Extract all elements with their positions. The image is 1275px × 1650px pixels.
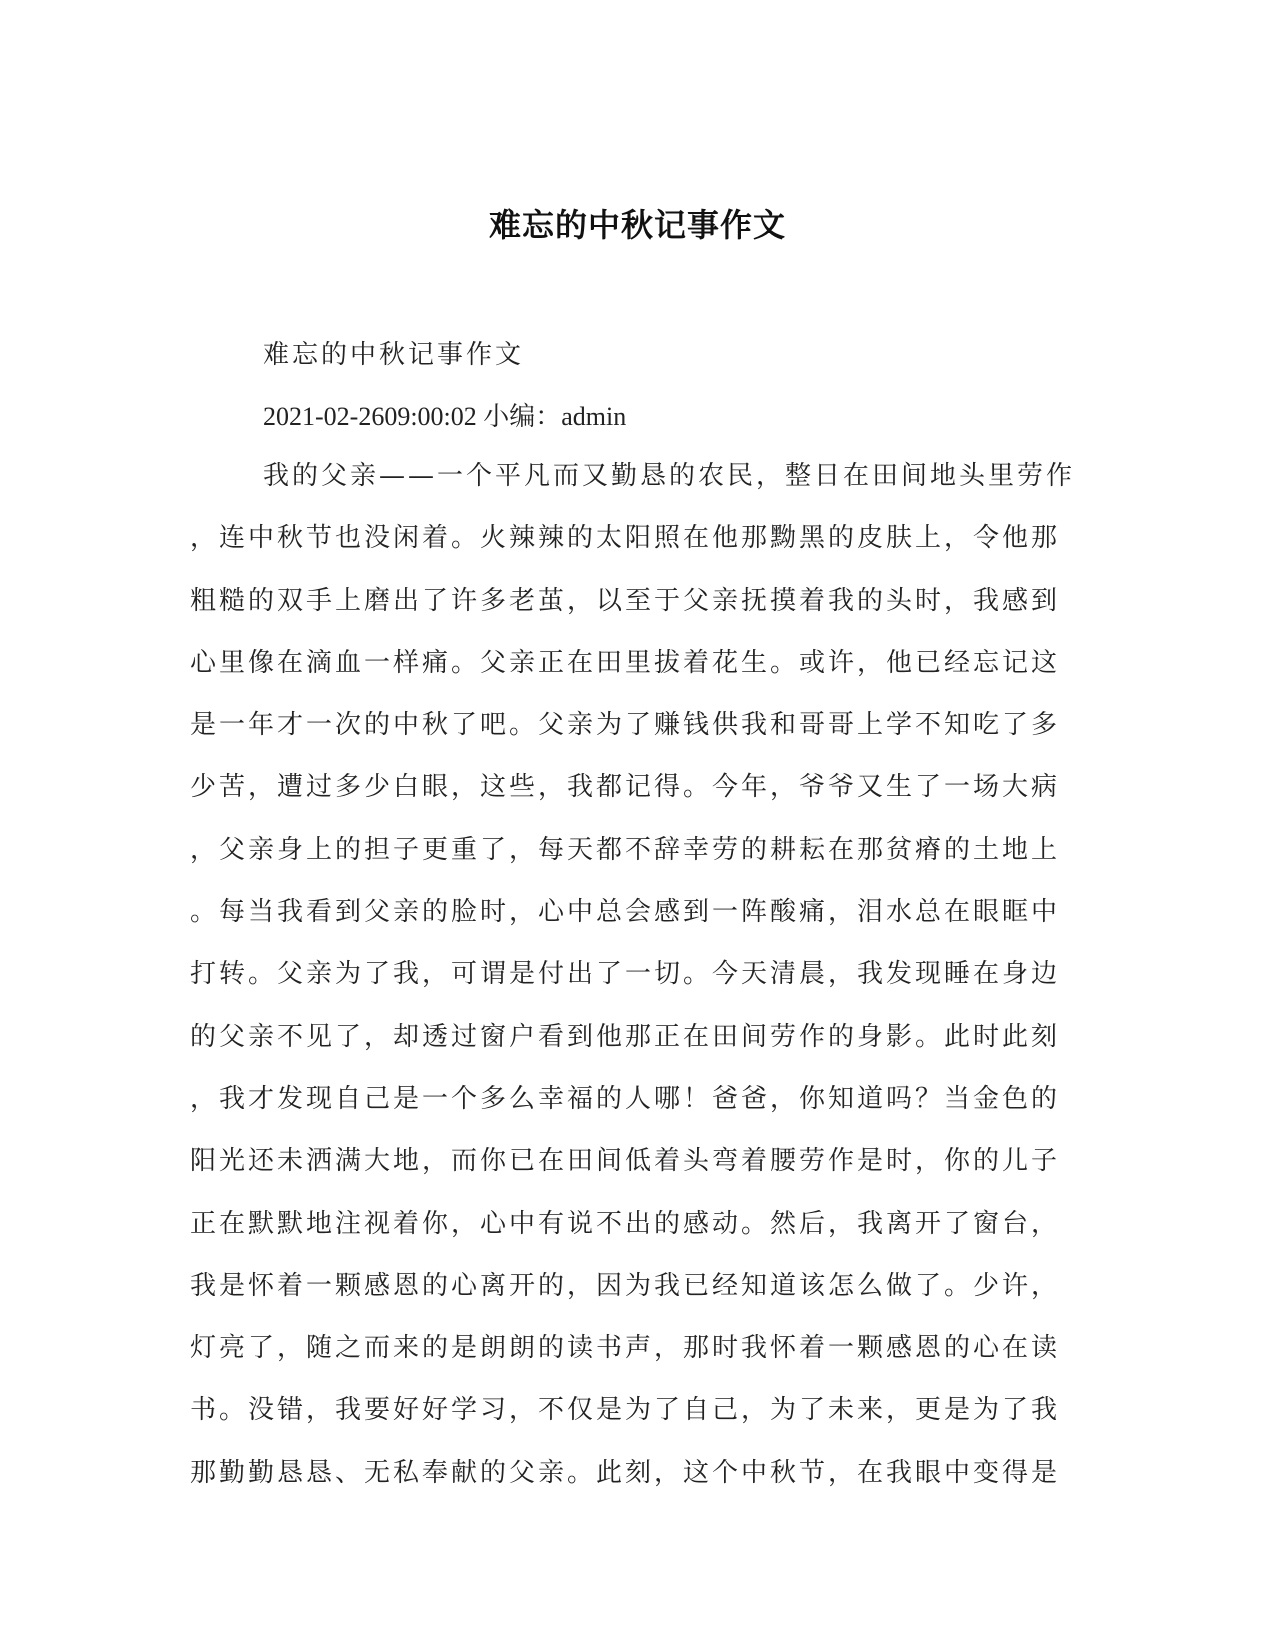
- body-line: 的父亲不见了，却透过窗户看到他那正在田间劳作的身影。此时此刻: [190, 1021, 1061, 1052]
- body-line: 是一年才一次的中秋了吧。父亲为了赚钱供我和哥哥上学不知吃了多: [190, 710, 1061, 741]
- document-title: 难忘的中秋记事作文: [488, 206, 786, 244]
- body-line: ，连中秋节也没闲着。火辣辣的太阳照在他那黝黑的皮肤上，令他那: [190, 523, 1061, 554]
- body-line: 正在默默地注视着你，心中有说不出的感动。然后，我离开了窗台，: [190, 1208, 1061, 1239]
- body-line: 那勤勤恳恳、无私奉献的父亲。此刻，这个中秋节，在我眼中变得是: [190, 1457, 1061, 1488]
- article-body: [190, 456, 1090, 1515]
- body-line: 少苦，遭过多少白眼，这些，我都记得。今年，爷爷又生了一场大病: [190, 772, 1061, 803]
- body-line: 灯亮了，随之而来的是朗朗的读书声，那时我怀着一颗感恩的心在读: [190, 1333, 1061, 1364]
- body-line: 阳光还未洒满大地，而你已在田间低着头弯着腰劳作是时，你的儿子: [190, 1146, 1061, 1177]
- body-line: ，父亲身上的担子更重了，每天都不辞幸劳的耕耘在那贫瘠的土地上: [190, 834, 1061, 865]
- body-line: 书。没错，我要好好学习，不仅是为了自己，为了未来，更是为了我: [190, 1395, 1061, 1426]
- body-line: 打转。父亲为了我，可谓是付出了一切。今天清晨，我发现睡在身边: [190, 959, 1061, 990]
- document-subtitle: 难忘的中秋记事作文: [263, 340, 525, 370]
- body-line: 我是怀着一颗感恩的心离开的，因为我已经知道该怎么做了。少许，: [190, 1270, 1061, 1301]
- body-line: 心里像在滴血一样痛。父亲正在田里拔着花生。或许，他已经忘记这: [190, 647, 1061, 678]
- body-line: 粗糙的双手上磨出了许多老茧，以至于父亲抚摸着我的头时，我感到: [190, 585, 1061, 616]
- publish-meta: 2021-02-2609:00:02 小编：admin: [263, 402, 627, 431]
- body-line: 我的父亲——一个平凡而又勤恳的农民，整日在田间地头里劳作: [263, 461, 1076, 491]
- body-line: ，我才发现自己是一个多么幸福的人哪！爸爸，你知道吗？当金色的: [190, 1083, 1061, 1114]
- body-line: 。每当我看到父亲的脸时，心中总会感到一阵酸痛，泪水总在眼眶中: [190, 897, 1061, 928]
